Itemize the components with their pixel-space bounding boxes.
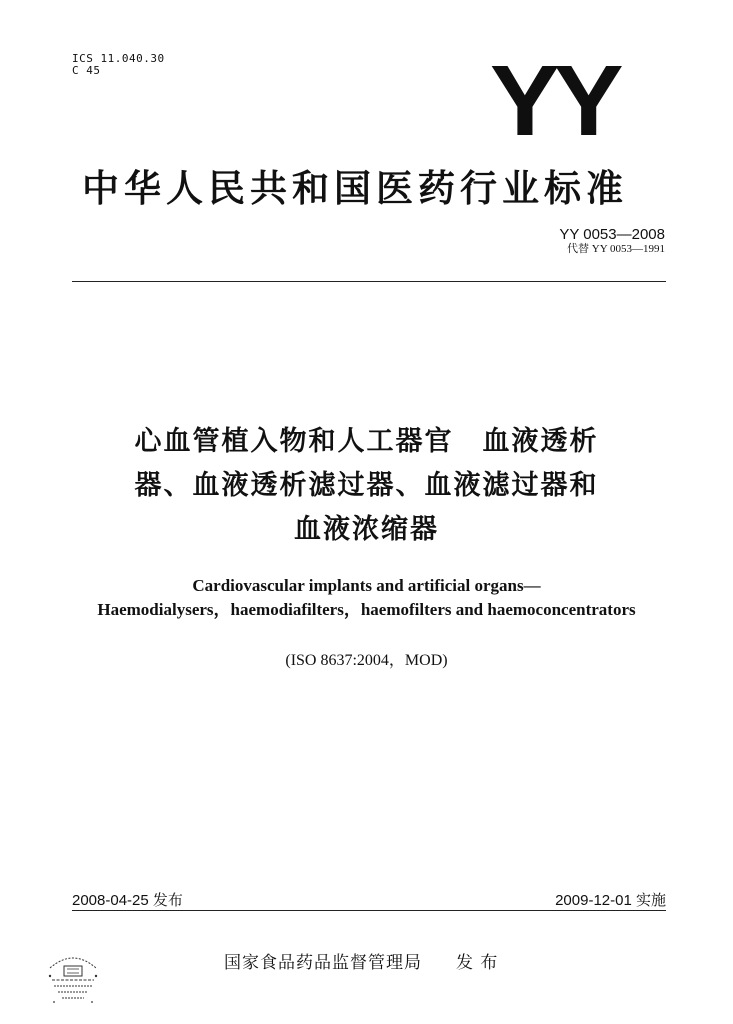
footer-divider: [72, 910, 666, 911]
chinese-title: [60, 420, 673, 552]
chinese-title-line-3: 血液浓缩器: [294, 514, 439, 545]
classification-codes: [72, 53, 165, 77]
issuer-name: 国家食品药品监督管理局: [224, 953, 422, 973]
ccs-code: C 45: [72, 64, 101, 77]
issue-date: 2008-04-25 发布: [72, 892, 183, 909]
adoption-note: (ISO 8637:2004，MOD): [285, 652, 448, 669]
yy-logo: YY: [489, 45, 617, 157]
standard-number: YY 0053—2008: [559, 226, 665, 243]
implementation-date: 2009-12-01 实施: [555, 892, 666, 909]
issuer-action: 发 布: [456, 953, 499, 973]
replaces-note: 代替 YY 0053—1991: [567, 243, 665, 255]
chinese-title-line-2: 器、血液透析滤过器、血液滤过器和: [134, 470, 599, 501]
header-divider: [72, 281, 666, 282]
standard-code-block: [559, 226, 665, 256]
english-title-line-2: Haemodialysers，haemodiafilters，haemofilters and haemoconcentrators: [97, 600, 636, 619]
english-title: [40, 574, 693, 622]
chinese-title-line-1: 心血管植入物和人工器官 血液透析: [134, 426, 599, 457]
publisher-stamp-icon: [44, 946, 102, 1008]
standard-type-heading: 中华人民共和国医药行业标准: [82, 167, 628, 210]
issuing-authority: [224, 948, 498, 973]
english-title-line-1: Cardiovascular implants and artificial organs—: [192, 576, 541, 595]
ics-code: ICS 11.040.30: [72, 52, 165, 65]
